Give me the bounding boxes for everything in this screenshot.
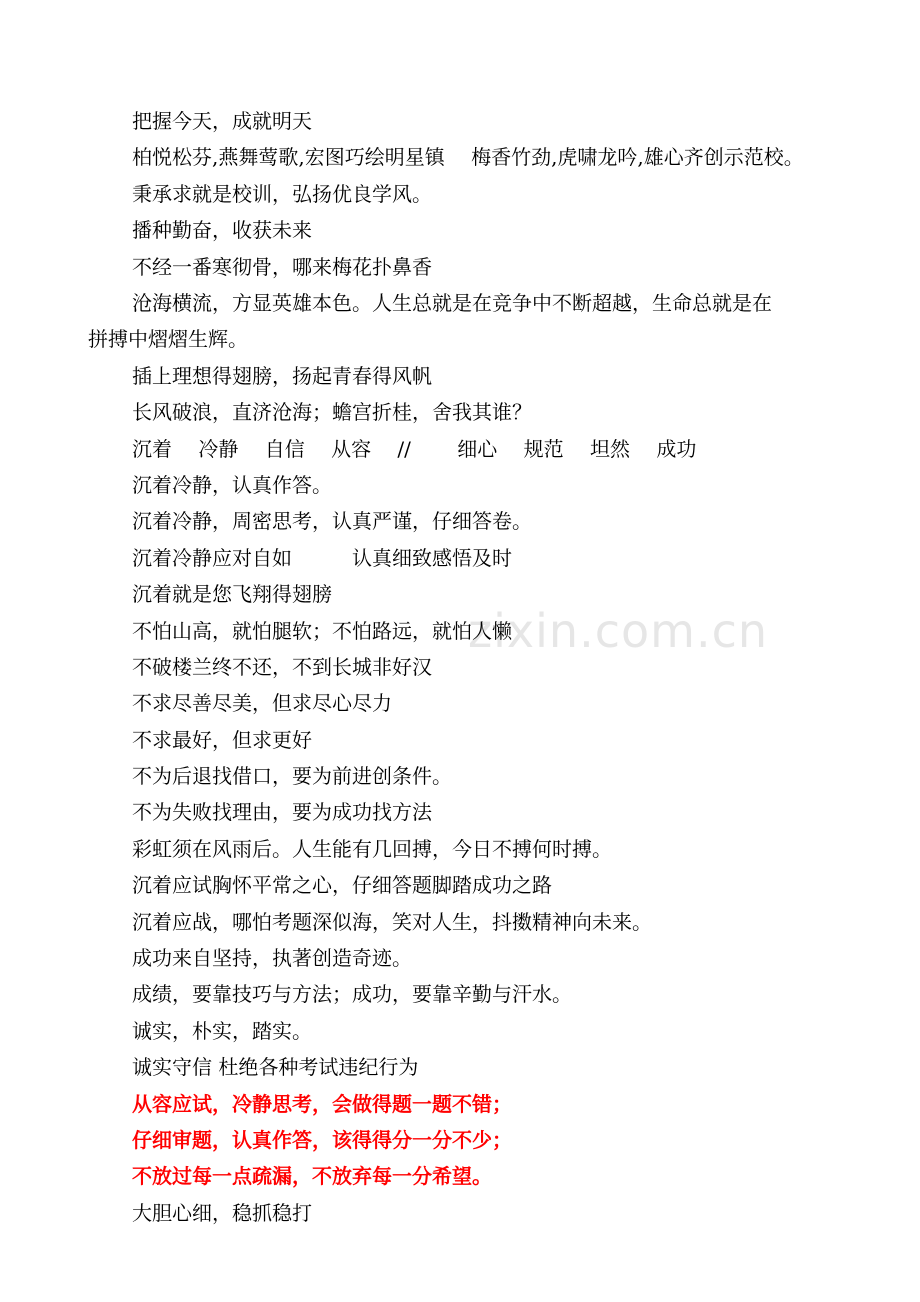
text-line: 大胆心细，稳抓稳打 bbox=[132, 1200, 312, 1225]
text-line: 彩虹须在风雨后。人生能有几回搏，今日不搏何时搏。 bbox=[132, 836, 612, 861]
text-line: 插上理想得翅膀，扬起青春得风帆 bbox=[132, 363, 432, 388]
text-line: 播种勤奋，收获未来 bbox=[132, 218, 312, 243]
text-line: 不为失败找理由，要为成功找方法 bbox=[132, 800, 432, 825]
text-line: 把握今天，成就明天 bbox=[132, 109, 312, 133]
text-line: 沉着应战，哪怕考题深似海，笑对人生，抖擞精神向未来。 bbox=[132, 909, 652, 934]
text-line: 不求最好，但求更好 bbox=[132, 727, 312, 752]
text-line: 诚实守信 杜绝各种考试违纪行为 bbox=[132, 1055, 419, 1080]
text-line: 柏悦松芬,燕舞莺歌,宏图巧绘明星镇 梅香竹劲,虎啸龙吟,雄心齐创示范校。 bbox=[132, 145, 804, 170]
text-line: 沉着就是您飞翔得翅膀 bbox=[132, 582, 332, 607]
text-line: 不经一番寒彻骨，哪来梅花扑鼻香 bbox=[132, 254, 432, 279]
text-line: 沉着 冷静 自信 从容 // 细心 规范 坦然 成功 bbox=[132, 436, 697, 461]
highlighted-text-line: 从容应试，冷静思考，会做得题一题不错； bbox=[132, 1091, 512, 1116]
text-line: 沉着冷静应对自如 认真细致感悟及时 bbox=[132, 545, 512, 570]
text-line: 成绩，要靠技巧与方法；成功，要靠辛勤与汗水。 bbox=[132, 982, 572, 1007]
text-line: 沉着冷静，认真作答。 bbox=[132, 472, 332, 497]
highlighted-text-line: 仔细审题，认真作答，该得得分一分不少； bbox=[132, 1127, 512, 1152]
watermark: zixin.com.cn bbox=[468, 604, 769, 658]
text-line: 成功来自坚持，执著创造奇迹。 bbox=[132, 946, 412, 971]
text-line: 沉着应试胸怀平常之心，仔细答题脚踏成功之路 bbox=[132, 873, 552, 898]
text-body bbox=[0, 103, 920, 1231]
text-line: 不破楼兰终不还，不到长城非好汉 bbox=[132, 654, 432, 679]
text-line: 沉着冷静，周密思考，认真严谨，仔细答卷。 bbox=[132, 509, 532, 534]
text-line: 秉承求就是校训，弘扬优良学风。 bbox=[132, 181, 432, 206]
text-line: 不求尽善尽美，但求尽心尽力 bbox=[132, 691, 392, 716]
text-line: 不怕山高，就怕腿软；不怕路远，就怕人懒 bbox=[132, 618, 512, 643]
text-line: 长风破浪，直济沧海；蟾宫折桂，舍我其谁？ bbox=[132, 400, 532, 425]
text-line: 沧海横流，方显英雄本色。人生总就是在竞争中不断超越，生命总就是在拼搏中熠熠生辉。 bbox=[88, 290, 772, 352]
highlighted-text-line: 不放过每一点疏漏，不放弃每一分希望。 bbox=[132, 1164, 492, 1189]
text-line: 诚实，朴实，踏实。 bbox=[132, 1018, 312, 1043]
text-line: 不为后退找借口，要为前进创条件。 bbox=[132, 764, 452, 789]
